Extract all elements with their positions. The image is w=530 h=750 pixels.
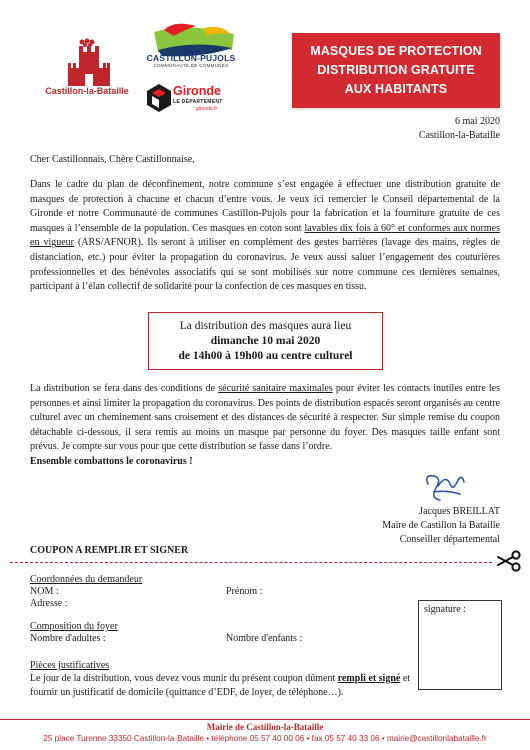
castillon-pujols-logo-subtitle: COMMUNAUTÉ DE COMMUNES [153, 63, 229, 68]
section-documents: Pièces justificatives [30, 660, 110, 671]
cut-line [10, 562, 492, 563]
signatory-role-2: Conseiller départemental [399, 534, 500, 545]
castillon-pujols-logo-name: CASTILLON-PUJOLS [146, 53, 236, 63]
scissors-icon [496, 550, 522, 572]
title-banner [292, 33, 500, 108]
footer-rule [0, 719, 530, 720]
title-line-3: AUX HABITANTS [344, 82, 448, 96]
highlight-line-2: dimanche 10 mai 2020 [210, 334, 321, 347]
letter-place: Castillon-la-Bataille [418, 130, 500, 141]
handwritten-signature [420, 470, 468, 506]
gironde-logo-name: Gironde [173, 84, 221, 98]
paragraph-2-text-a: La distribution se fera dans des conditions de [30, 383, 219, 394]
paragraph-1-text-b: (ARS/AFNOR). Ils seront à utiliser en complément des gestes barrières (lavage des mains, règles de distanciation, etc.) pour éviter la propagation du coronavirus. Je veux aussi saluer l’engagement des couturières professionnelles et des bénévoles associatifs qui se sont mobilisés sur notre commune ces dernières semaines, participant à l’élan collectif de solidarité pour la confection de ces masques en tissu. [30, 237, 500, 293]
section-applicant: Coordonnées du demandeur [30, 574, 143, 585]
documents-text [30, 672, 416, 699]
paragraph-2-closing: Ensemble combattons le coronavirus ! [30, 455, 193, 467]
title-line-1: MASQUES DE PROTECTION [310, 44, 482, 58]
documents-underlined: rempli et signé [337, 673, 401, 684]
paragraph-2 [30, 382, 500, 470]
highlight-line-3: de 14h00 à 19h00 au centre culturel [178, 349, 353, 362]
gironde-logo-mark [146, 83, 172, 113]
signatory-name: Jacques BREILLAT [419, 506, 500, 517]
documents-text-b: et fournir un justificatif de domicile (quittance d’EDF, de loyer, de téléphone…). [30, 673, 411, 698]
footer-address: 25 place Turenne 33350 Castillon-la-Bataille • téléphone 05 57 40 00 06 • fax 05 57 40 33 06 • mairie@castillonlabataille.fr [43, 734, 487, 743]
highlight-line-1: La distribution des masques aura lieu [179, 319, 352, 332]
label-adresse: Adresse : [30, 598, 68, 609]
label-prenom: Prénom : [226, 586, 263, 597]
paragraph-1 [30, 178, 500, 295]
gironde-logo-url: gironde.fr [196, 106, 218, 112]
paragraph-2-underlined: sécurité sanitaire maximales [218, 383, 333, 394]
greeting: Cher Castillonnais, Chère Castillonnaise, [30, 154, 195, 165]
signature-box-label: signature : [424, 604, 466, 615]
signatory-role-1: Maire de Castillon la Bataille [382, 520, 500, 531]
paragraph-1-text-a: Dans le cadre du plan de déconfinement, notre commune s’est engagée à effectuer une distribution gratuite de masques de protection à chacune et chacun d’entre vous. Je veux ici remercier le Conseil départemental de la Gironde et notre Communauté de communes Castillon-Pujols pour la fabrication et la fourniture gratuite de ces masques à l’ensemble de la population. Ces masques en coton sont [30, 179, 500, 234]
documents-text-a: Le jour de la distribution, vous devez vous munir du présent coupon dûment [30, 673, 338, 684]
title-line-2: DISTRIBUTION GRATUITE [317, 63, 475, 77]
label-children: Nombre d'enfants : [226, 633, 303, 644]
footer-name: Mairie de Castillon-la-Bataille [206, 722, 324, 732]
distribution-highlight-box [148, 312, 383, 370]
label-adults: Nombre d'adultes : [30, 633, 106, 644]
section-household: Composition du foyer [30, 621, 118, 632]
castillon-logo-label: Castillon-la-Bataille [45, 86, 129, 96]
paragraph-1-underlined: lavables dix fois à 60° et conformes aux normes en vigueur [30, 222, 500, 249]
coupon-title: COUPON A REMPLIR ET SIGNER [30, 545, 189, 556]
letter-date: 6 mai 2020 [455, 116, 500, 127]
gironde-logo-subtitle: LE DÉPARTEMENT [173, 99, 223, 105]
paragraph-2-text-b: pour éviter les contacts inutiles entre les personnes et ainsi limiter la propagation du coronavirus. Des points de distribution espacés seront organisés au centre culturel avec un cheminement sans croisement et des distances de sécurité à respecter. Sur simple remise du coupon détachable ci-dessous, il sera remis au moins un masque par personne du foyer. Des masques taille enfant sont prévus. Je compte sur vous pour que cette distribution se fasse dans l’ordre. [30, 383, 500, 453]
label-nom: NOM : [30, 586, 59, 597]
